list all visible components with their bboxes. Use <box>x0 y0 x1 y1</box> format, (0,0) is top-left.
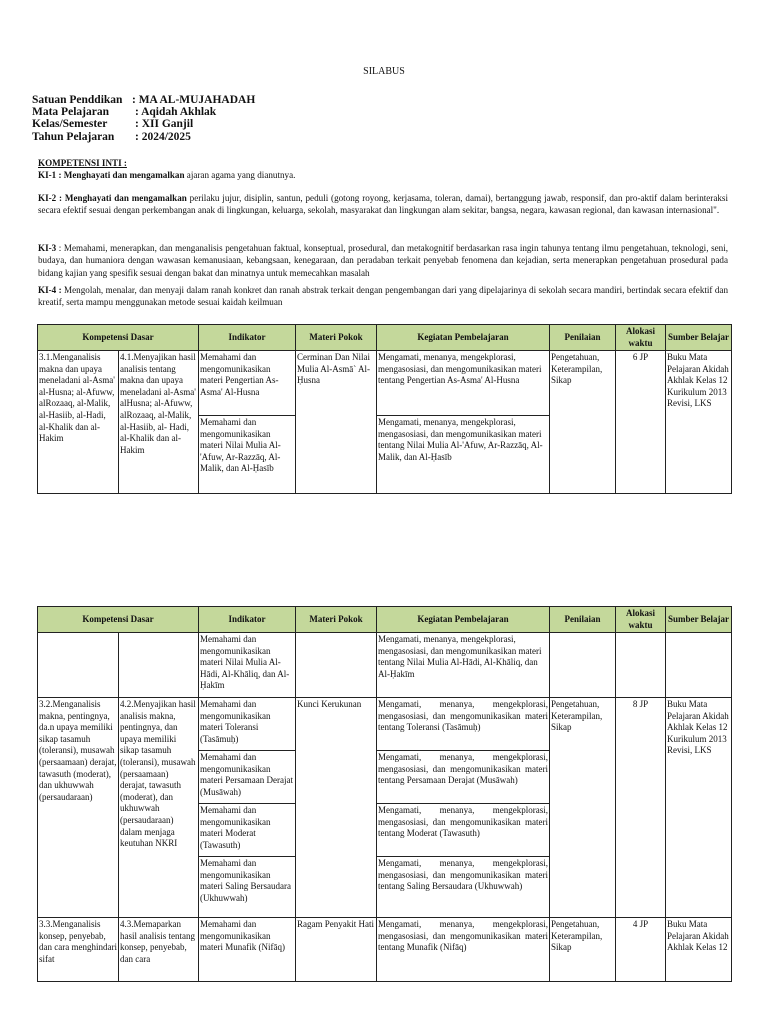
header-sumber: Sumber Belajar <box>666 325 732 351</box>
ki1-text: ajaran agama yang dianutnya. <box>184 170 296 180</box>
alokasi-cell: 4 JP <box>616 918 666 982</box>
kd3-cell <box>38 633 119 698</box>
indikator-item: Memahami dan mengomunikasikan materi Toleransi (Tasāmuḥ) <box>200 699 271 744</box>
document-title: SILABUS <box>363 66 405 77</box>
info-value: : MA AL-MUJAHADAH <box>132 94 256 106</box>
indikator-cell <box>199 698 296 918</box>
ki2-text: perilaku jujur, disiplin, santun, peduli (gotong royong, kerjasama, toleran, damai), bertanggung jawab, responsif, dan pro-aktif dalam berinteraksi secara efektif sesuai dengan perkembangan anak di lingkungan, keluarga, sekolah, masyarakat dan lingkungan alam sekitar, bangsa, negara, kawasan regional, dan kawasan internasional". <box>38 193 728 216</box>
ki1-label: KI-1 : Menghayati dan mengamalkan <box>38 170 185 180</box>
info-label: Satuan Penddikan <box>32 94 123 106</box>
indikator-cell: Memahami dan mengomunikasikan materi Nilai Mulia Al-Hādi, Al-Khāliq, dan Al-Ḥakīm <box>199 633 296 698</box>
info-row-mapel <box>32 106 255 118</box>
info-label: Tahun Pelajaran <box>32 130 115 143</box>
kd3-cell: 3.3.Menganalisis konsep, penyebab, dan cara menghindari sifat <box>38 918 119 982</box>
header-kegiatan: Kegiatan Pembelajaran <box>377 607 550 633</box>
kegiatan-item: Mengamati, menanya, mengekplorasi, mengasosiasi, dan mengomunikasikan materi tentang Moderat (Tawasuth) <box>377 803 549 856</box>
penilaian-cell: Pengetahuan, Keterampilan, Sikap <box>550 698 616 918</box>
kegiatan-cell <box>377 698 550 918</box>
indikator-item: Memahami dan mengomunikasikan materi Saling Bersaudara (Ukhuwwah) <box>199 856 295 904</box>
header-alokasi: Alokasi waktu <box>616 607 666 633</box>
info-label: Kelas/Semester <box>32 118 108 131</box>
kegiatan-cell: Mengamati, menanya, mengekplorasi, mengasosiasi, dan mengomunikasikan materi tentang Nilai Mulia Al-Hādi, Al-Khāliq, dan Al-Ḥakīm <box>377 633 550 698</box>
header-kompetensi-dasar: Kompetensi Dasar <box>38 325 199 351</box>
kd4-cell: 4.2.Menyajikan hasil analisis makna, pentingnya, dan upaya memiliki sikap tasamuh (toleransi), musawah (persaamaan) derajat, tawasuth (moderat), dan ukhuwwah (persaudaraan) dalam menjaga keutuhan NKRI <box>119 698 199 918</box>
kd3-cell: 3.2.Menganalisis makna, pentingnya, da.n upaya memiliki sikap tasamuh (toleransi), musawah (persaamaan) derajat, tawasuth (moderat), dan ukhuwwah (persaudaraan) <box>38 698 119 918</box>
table-header-row <box>38 607 732 633</box>
header-kegiatan: Kegiatan Pembelajaran <box>377 325 550 351</box>
kegiatan-item: Mengamati, menanya, mengekplorasi, mengasosiasi, dan mengomunikasikan materi tentang Saling Bersaudara (Ukhuwwah) <box>378 858 548 892</box>
ki-heading: KOMPETENSI INTI : <box>38 158 127 168</box>
ki3-label: KI-3 <box>38 243 57 253</box>
ki2-label: KI-2 : Menghayati dan mengamalkan <box>38 193 187 203</box>
sumber-cell <box>666 633 732 698</box>
header-indikator: Indikator <box>199 607 296 633</box>
info-label: Mata Pelajaran <box>32 106 109 119</box>
ki2-paragraph <box>38 192 728 217</box>
header-indikator: Indikator <box>199 325 296 351</box>
kd4-cell: 4.3.Memaparkan hasil analisis tentang konsep, penyebab, dan cara <box>119 918 199 982</box>
table-row <box>38 351 732 494</box>
alokasi-cell <box>616 633 666 698</box>
header-penilaian: Penilaian <box>550 325 616 351</box>
info-value: : Aqidah Akhlak <box>135 106 217 119</box>
alokasi-cell: 6 JP <box>616 351 666 494</box>
indikator-cell: Memahami dan mengomunikasikan materi Munafik (Nifāq) <box>199 918 296 982</box>
indikator-item: Memahami dan mengomunikasikan materi Pengertian As-Asma' Al-Husna <box>200 352 279 397</box>
penilaian-cell <box>550 633 616 698</box>
indikator-item: Memahami dan mengomunikasikan materi Persamaan Derajat (Musāwah) <box>199 750 295 803</box>
table-row <box>38 698 732 918</box>
kegiatan-item: Mengamati, menanya, mengekplorasi, mengasosiasi, dan mengomunikasikan materi tentang Pengertian As-Asma' Al-Husna <box>378 352 542 386</box>
info-row-satuan <box>32 94 255 106</box>
identity-block <box>32 94 255 143</box>
kd4-cell: 4.1.Menyajikan hasil analisis tentang makna dan upaya meneladani al-Asma' alHusna; al-Afuww, alRozaaq, al-Malik, al-Hasiib, al- Hadi, al-Khalik dan al-Hakim <box>119 351 199 494</box>
kegiatan-item: Mengamati, menanya, mengekplorasi, mengasosiasi, dan mengomunikasikan materi tentang Toleransi (Tasāmuḥ) <box>378 699 548 733</box>
info-value: : XII Ganjil <box>135 118 194 131</box>
ki1-paragraph <box>38 169 728 181</box>
header-alokasi: Alokasi waktu <box>616 325 666 351</box>
materi-cell: Kunci Kerukunan <box>296 698 377 918</box>
sumber-cell: Buku Mata Pelajaran Akidah Akhlak Kelas 12 <box>666 918 732 982</box>
sumber-cell: Buku Mata Pelajaran Akidah Akhlak Kelas 12 Kurikulum 2013 Revisi, LKS <box>666 351 732 494</box>
kegiatan-item: Mengamati, menanya, mengekplorasi, mengasosiasi, dan mengomunikasikan materi tentang Persamaan Derajat (Musāwah) <box>377 750 549 803</box>
table-row <box>38 918 732 982</box>
indikator-cell <box>199 351 296 494</box>
materi-cell: Cerminan Dan Nilai Mulia Al-Asmā` Al-Ḥusna <box>296 351 377 494</box>
info-row-kelas <box>32 118 255 130</box>
header-kompetensi-dasar: Kompetensi Dasar <box>38 607 199 633</box>
header-materi-pokok: Materi Pokok <box>296 607 377 633</box>
materi-cell <box>296 633 377 698</box>
penilaian-cell: Pengetahuan, Keterampilan, Sikap <box>550 351 616 494</box>
ki4-text: Mengolah, menalar, dan menyaji dalam ranah konkret dan ranah abstrak terkait dengan pengembangan dari yang dipelajarinya di sekolah secara mandiri, bertindak secara efektif dan kreatif, serta mampu menggunakan metode sesuai kaidah keilmuan <box>38 285 728 308</box>
penilaian-cell: Pengetahuan, Keterampilan, Sikap <box>550 918 616 982</box>
header-sumber: Sumber Belajar <box>666 607 732 633</box>
header-penilaian: Penilaian <box>550 607 616 633</box>
indikator-item: Memahami dan mengomunikasikan materi Nilai Mulia Al-'Afuw, Ar-Razzāq, Al-Malik, dan Al-Ḥasīb <box>199 415 295 475</box>
syllabus-table-1 <box>37 324 732 494</box>
header-materi-pokok: Materi Pokok <box>296 325 377 351</box>
table-header-row <box>38 325 732 351</box>
kd4-cell <box>119 633 199 698</box>
kegiatan-item: Mengamati, menanya, mengekplorasi, mengasosiasi, dan mengomunikasikan materi tentang Nilai Mulia Al-'Afuw, Ar-Razzāq, Al-Malik, dan Al-Ḥasīb <box>377 415 549 463</box>
kd3-cell: 3.1.Menganalisis makna dan upaya meneladani al-Asma' al-Husna; al-Afuww, alRozaaq, al-Malik, al-Hasiib, al-Hadi, al-Khalik dan al-Hakim <box>38 351 119 494</box>
syllabus-table-2 <box>37 606 732 982</box>
table-row <box>38 633 732 698</box>
info-row-tahun <box>32 131 255 143</box>
ki3-paragraph <box>38 242 728 279</box>
alokasi-cell: 8 JP <box>616 698 666 918</box>
kegiatan-cell <box>377 351 550 494</box>
sumber-cell: Buku Mata Pelajaran Akidah Akhlak Kelas 12 Kurikulum 2013 Revisi, LKS <box>666 698 732 918</box>
kegiatan-cell: Mengamati, menanya, mengekplorasi, mengasosiasi, dan mengomunikasikan materi tentang Munafik (Nifāq) <box>377 918 550 982</box>
info-value: : 2024/2025 <box>135 130 191 143</box>
ki3-text: : Memahami, menerapkan, dan menganalisis pengetahuan faktual, konseptual, prosedural, dan metakognitif berdasarkan rasa ingin tahunya tentang ilmu pengetahuan, teknologi, seni, budaya, dan humaniora dengan wawasan kemanusiaan, kebangsaan, kenegaraan, dan peradaban terkait penyebab fenomena dan kejadian, serta menerapkan pengetahuan prosedural pada bidang kajian yang spesifik sesuai dengan bakat dan minatnya untuk memecahkan masalah <box>38 243 728 278</box>
indikator-item: Memahami dan mengomunikasikan materi Moderat (Tawasuth) <box>199 803 295 856</box>
materi-cell: Ragam Penyakit Hati <box>296 918 377 982</box>
ki4-paragraph <box>38 284 728 309</box>
ki4-label: KI-4 : <box>38 285 62 295</box>
